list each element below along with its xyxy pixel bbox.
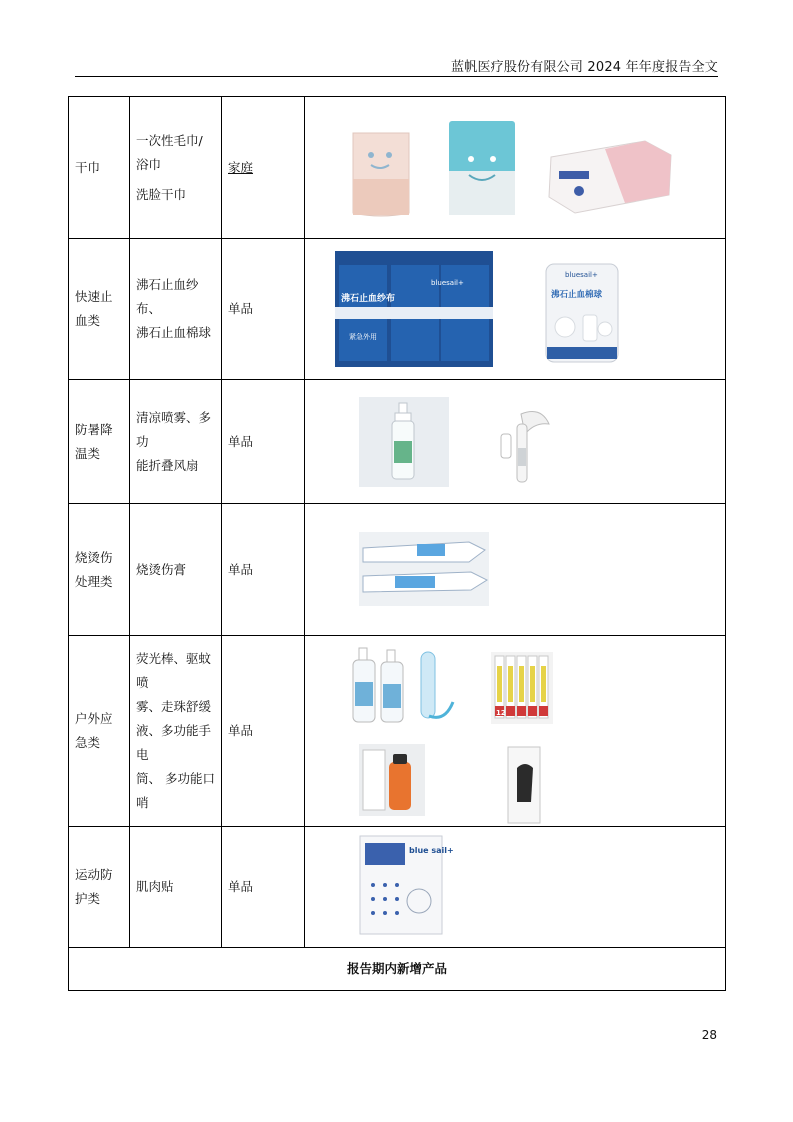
image-cell [305,380,726,504]
emergency-text: 紧急外用 [349,333,377,341]
type-cell [222,239,305,380]
towel-bag-blue-image [447,119,517,217]
category-cell [69,636,130,827]
hemostatic-cotton-ball-pack-image [545,263,619,363]
new-products-label: 报告期内新增产品 [69,948,726,991]
type-label: 单品 [228,723,254,738]
table-row [69,97,726,239]
products-cell [130,504,222,636]
type-label: 单品 [228,301,254,316]
type-label: 单品 [228,561,254,577]
type-cell [222,380,305,504]
category-cell [69,380,130,504]
products-cell [130,380,222,504]
image-cell [305,827,726,948]
products-cell [130,239,222,380]
image-cell [305,239,726,380]
product-line: 荧光棒、驱蚊喷 [136,651,212,690]
glow-stick-label: 12 [496,709,506,717]
type-cell [222,504,305,636]
gauze-brand-text: bluesail+ [431,279,464,287]
table-row [69,948,726,991]
table-row [69,239,726,380]
category-label: 干巾 [75,159,101,175]
category-cell [69,97,130,239]
product-line: 沸石止血纱布、 [136,277,199,316]
category-label: 户外应急类 [75,711,113,750]
products-cell [130,97,222,239]
towel-bag-pink-image [349,129,413,219]
product-line: 清凉喷雾、多功 [136,409,212,449]
category-label: 快速止血类 [75,289,113,328]
header-rule [75,76,718,77]
burn-ointment-tube-image [359,532,489,606]
flashlight-orange-image [359,744,425,816]
product-table [68,96,726,991]
image-cell [305,636,726,827]
category-label: 运动防护类 [75,867,113,906]
product-line: 筒、 多功能口 [136,771,215,786]
product-line: 能折叠风扇 [136,457,199,473]
roll-on-tube-image [415,650,459,724]
wipes-pack-pink-image [545,137,675,215]
products-cell [130,827,222,948]
category-label: 烧烫伤处理类 [75,549,113,589]
type-link[interactable]: 家庭 [228,159,254,175]
page-number: 28 [701,1028,717,1042]
muscle-tape-pack-image [359,835,454,935]
table-row [69,636,726,827]
type-label: 单品 [228,879,254,894]
type-cell [222,827,305,948]
table-row [69,827,726,948]
cotton-brand-text: bluesail+ [565,271,598,279]
tape-brand-text: blue sail+ [409,846,454,855]
product-line: 一次性毛巾/浴巾 [136,132,203,172]
products-cell [130,636,222,827]
category-label: 防暑降温类 [75,421,113,461]
category-cell [69,504,130,636]
cooling-spray-bottle-image [359,397,449,487]
page-header-title: 蓝帆医疗股份有限公司 2024 年年度报告全文 [451,60,718,75]
product-line: 沸石止血棉球 [136,325,212,340]
image-cell [305,504,726,636]
type-cell [222,97,305,239]
mosquito-spray-bottles-image [351,646,407,726]
folding-fan-image [491,404,553,486]
product-line: 哨 [136,795,149,810]
product-line: 肌肉贴 [136,879,174,894]
table-row [69,380,726,504]
product-line: 液、多功能手电 [136,723,212,762]
product-line: 雾、走珠舒缓 [136,699,212,714]
hemostatic-gauze-packs-image [335,251,493,367]
category-cell [69,239,130,380]
type-label: 单品 [228,433,254,449]
table-row [69,504,726,636]
category-cell [69,827,130,948]
gauze-name-text: 沸石止血纱布 [341,294,396,304]
glow-sticks-image [491,652,553,724]
type-cell [222,636,305,827]
product-line: 烧烫伤膏 [136,561,187,577]
whistle-pack-image [507,746,541,824]
cotton-name-text: 沸石止血棉球 [551,290,603,300]
image-cell [305,97,726,239]
product-line: 洗脸干巾 [136,186,187,202]
